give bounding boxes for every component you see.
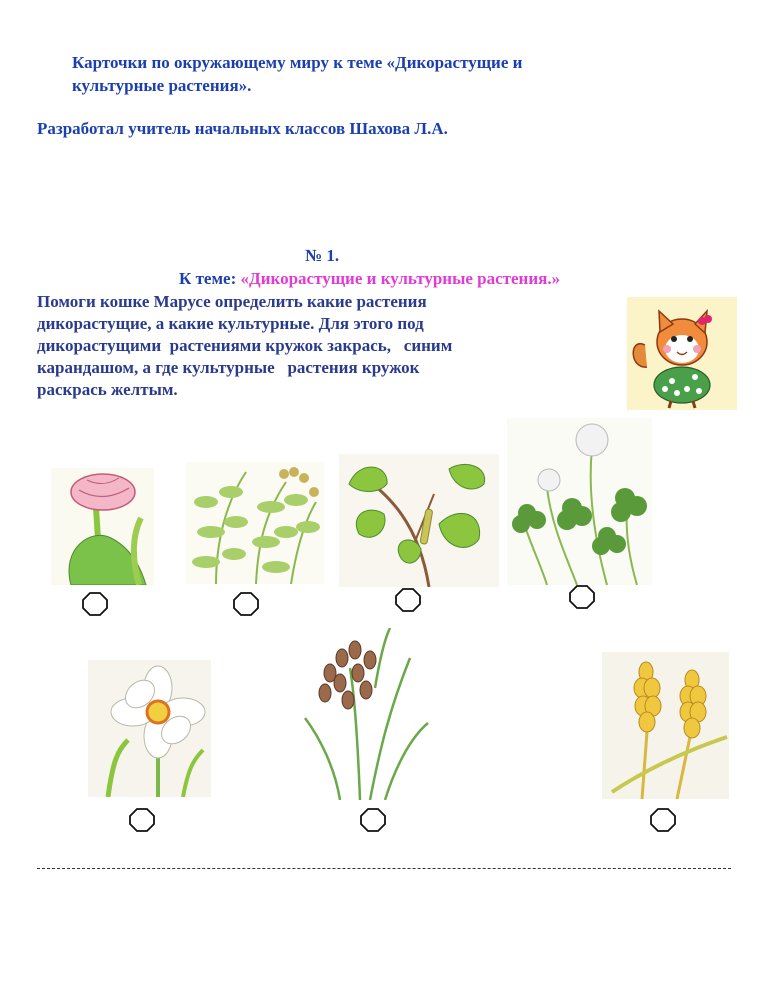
narcissus-image bbox=[88, 660, 211, 797]
tulip-image bbox=[51, 468, 154, 585]
cat-marusya-image bbox=[627, 297, 737, 410]
topic-title: «Дикорастущие и культурные растения.» bbox=[240, 269, 561, 288]
task-line: дикорастущими растениями кружок закрась, синим bbox=[37, 336, 453, 355]
card-number: № 1. bbox=[305, 246, 340, 265]
answer-circle-birch[interactable] bbox=[395, 588, 421, 612]
birch-branch-image bbox=[339, 454, 499, 587]
rush-image bbox=[300, 628, 433, 800]
answer-circle-tulip[interactable] bbox=[82, 592, 108, 616]
task-line: дикорастущие, а какие культурные. Для этого под bbox=[37, 314, 424, 333]
task-line: раскрась желтым. bbox=[37, 380, 178, 399]
cut-line-divider bbox=[37, 868, 731, 869]
title-line-1: Карточки по окружающему миру к теме «Дикорастущие и bbox=[72, 53, 523, 72]
card-topic bbox=[179, 269, 560, 289]
task-text bbox=[37, 291, 557, 401]
answer-circle-wheat[interactable] bbox=[650, 808, 676, 832]
task-line: карандашом, а где культурные растения кружок bbox=[37, 358, 420, 377]
answer-circle-narcissus[interactable] bbox=[129, 808, 155, 832]
clover-image bbox=[507, 418, 652, 585]
answer-circle-clover[interactable] bbox=[569, 585, 595, 609]
title-line-2: культурные растения». bbox=[72, 76, 252, 95]
author-line: Разработал учитель начальных классов Шахова Л.А. bbox=[37, 119, 448, 138]
document-title bbox=[72, 51, 672, 97]
topic-prefix: К теме: bbox=[179, 269, 241, 288]
task-line: Помоги кошке Марусе определить какие растения bbox=[37, 292, 427, 311]
answer-circle-rush[interactable] bbox=[360, 808, 386, 832]
wheat-image bbox=[602, 652, 729, 799]
yarrow-image bbox=[186, 462, 324, 584]
answer-circle-yarrow[interactable] bbox=[233, 592, 259, 616]
